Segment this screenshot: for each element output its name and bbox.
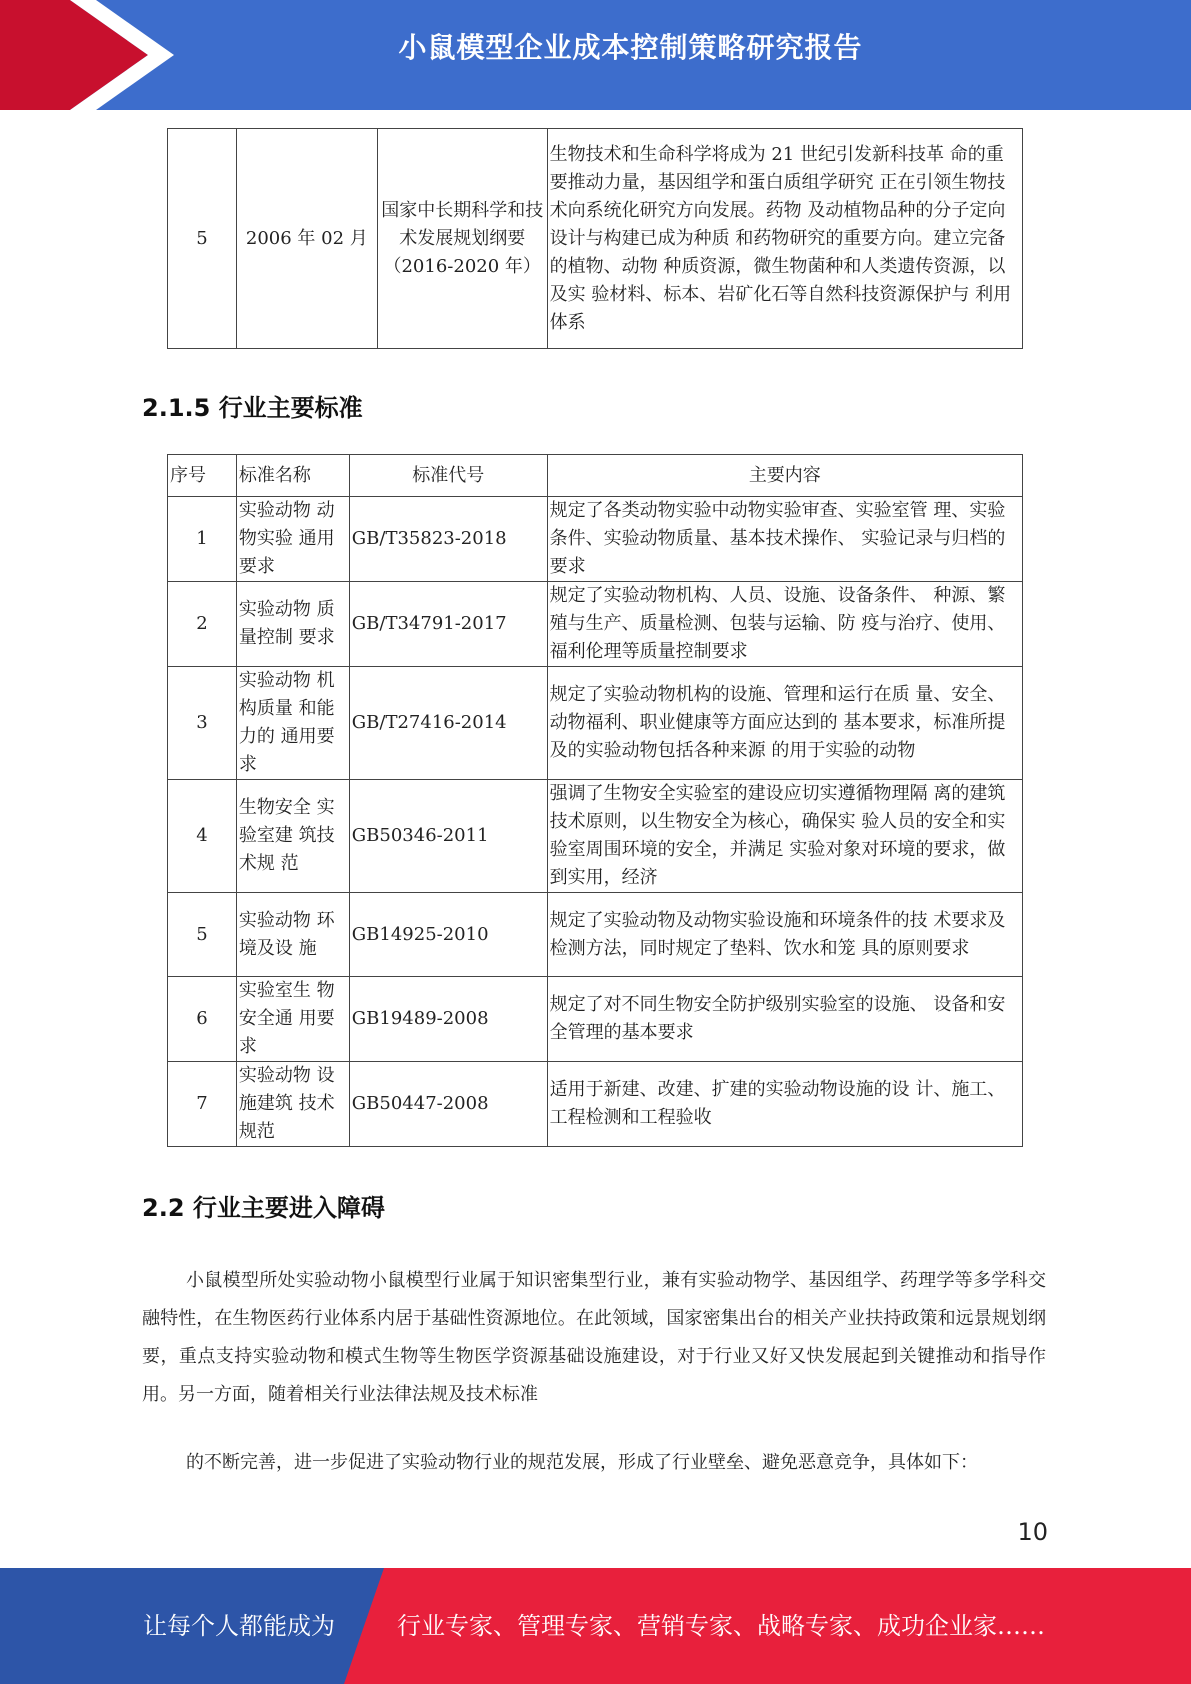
body-paragraph-1: 小鼠模型所处实验动物小鼠模型行业属于知识密集型行业，兼有实验动物学、基因组学、药理学等多学科交融特性，在生物医药行业体系内居于基础性资源地位。在此领域，国家密集出台的相关产业扶持政策和远景规划纲要，重点支持实验动物和模式生物等生物医学资源基础设施建设，对于行业又好又快发展起到关键推动和指导作用。另一方面，随着相关行业法律法规及技术标准 bbox=[142, 1270, 1046, 1405]
table-row bbox=[168, 667, 1023, 780]
row-policy-name: 国家中长期科学和技术发展规划纲要 （2016-2020 年） bbox=[377, 129, 547, 349]
row-name: 实验动物 环境及设 施 bbox=[236, 893, 349, 977]
document-title: 小鼠模型企业成本控制策略研究报告 bbox=[398, 31, 863, 64]
table-row bbox=[168, 977, 1023, 1062]
table-row bbox=[168, 497, 1023, 582]
row-content: 强调了生物安全实验室的建设应切实遵循物理隔 离的建筑技术原则，以生物安全为核心，确保实 验人员的安全和实验室周围环境的安全，并满足 实验对象对环境的要求，做到实用，经济 bbox=[547, 780, 1022, 893]
header-name: 标准名称 bbox=[236, 455, 349, 497]
row-content: 规定了各类动物实验中动物实验审查、实验室管 理、实验条件、实验动物质量、基本技术操作、 实验记录与归档的要求 bbox=[547, 497, 1022, 582]
row-content: 规定了实验动物及动物实验设施和环境条件的技 术要求及检测方法，同时规定了垫料、饮水和笼 具的原则要求 bbox=[547, 893, 1022, 977]
row-code: GB/T27416-2014 bbox=[349, 667, 547, 780]
row-no: 7 bbox=[168, 1062, 237, 1147]
row-content: 规定了对不同生物安全防护级别实验室的设施、 设备和安全管理的基本要求 bbox=[547, 977, 1022, 1062]
page-footer bbox=[0, 1568, 1191, 1684]
header-content: 主要内容 bbox=[547, 455, 1022, 497]
section-heading-2-1-5: 2.1.5 行业主要标准 bbox=[142, 394, 363, 422]
row-no: 2 bbox=[168, 582, 237, 667]
row-name: 实验动物 动物实验 通用要求 bbox=[236, 497, 349, 582]
row-content: 生物技术和生命科学将成为 21 世纪引发新科技革 命的重要推动力量，基因组学和蛋白质组学研究 正在引领生物技术向系统化研究方向发展。药物 及动植物品种的分子定向设计与构建已成为种质 和药物研究的重要方向。建立完备的植物、动物 种质资源，微生物菌种和人类遗传资源，以及实 验材料、标本、岩矿化石等自然科技资源保护与 利用体系 bbox=[547, 129, 1022, 349]
row-code: GB50346-2011 bbox=[349, 780, 547, 893]
header-code: 标准代号 bbox=[349, 455, 547, 497]
row-no: 1 bbox=[168, 497, 237, 582]
row-index: 5 bbox=[168, 129, 237, 349]
row-content: 规定了实验动物机构、人员、设施、设备条件、 种源、繁殖与生产、质量检测、包装与运输、防 疫与治疗、使用、福利伦理等质量控制要求 bbox=[547, 582, 1022, 667]
row-content: 规定了实验动物机构的设施、管理和运行在质 量、安全、动物福利、职业健康等方面应达到的 基本要求，标准所提及的实验动物包括各种来源 的用于实验的动物 bbox=[547, 667, 1022, 780]
row-code: GB50447-2008 bbox=[349, 1062, 547, 1147]
row-name: 实验动物 机构质量 和能力的 通用要求 bbox=[236, 667, 349, 780]
section-heading-2-2: 2.2 行业主要进入障碍 bbox=[142, 1194, 385, 1222]
row-date: 2006 年 02 月 bbox=[236, 129, 377, 349]
footer-slogan-left: 让每个人都能成为 bbox=[143, 1612, 335, 1640]
body-paragraph-2: 的不断完善，进一步促进了实验动物行业的规范发展，形成了行业壁垒、避免恶意竞争，具体如下： bbox=[186, 1452, 978, 1473]
row-no: 6 bbox=[168, 977, 237, 1062]
table-row bbox=[168, 1062, 1023, 1147]
row-no: 4 bbox=[168, 780, 237, 893]
row-code: GB/T34791-2017 bbox=[349, 582, 547, 667]
page-number: 10 bbox=[1017, 1518, 1048, 1546]
row-no: 5 bbox=[168, 893, 237, 977]
row-code: GB/T35823-2018 bbox=[349, 497, 547, 582]
row-name: 实验室生 物安全通 用要求 bbox=[236, 977, 349, 1062]
page-header bbox=[0, 0, 1191, 110]
row-name: 生物安全 实验室建 筑技术规 范 bbox=[236, 780, 349, 893]
table-row bbox=[168, 893, 1023, 977]
table-header-row bbox=[168, 455, 1023, 497]
standards-table bbox=[167, 454, 1023, 1147]
table-row bbox=[168, 780, 1023, 893]
row-no: 3 bbox=[168, 667, 237, 780]
row-code: GB19489-2008 bbox=[349, 977, 547, 1062]
row-name: 实验动物 质量控制 要求 bbox=[236, 582, 349, 667]
row-code: GB14925-2010 bbox=[349, 893, 547, 977]
header-index: 序号 bbox=[168, 455, 237, 497]
table-row bbox=[168, 582, 1023, 667]
table-row bbox=[168, 129, 1023, 349]
row-content: 适用于新建、改建、扩建的实验动物设施的设 计、施工、工程检测和工程验收 bbox=[547, 1062, 1022, 1147]
policy-table-continued bbox=[167, 128, 1023, 349]
footer-slogan-right: 行业专家、管理专家、营销专家、战略专家、成功企业家…… bbox=[397, 1612, 1045, 1640]
row-name: 实验动物 设施建筑 技术规范 bbox=[236, 1062, 349, 1147]
